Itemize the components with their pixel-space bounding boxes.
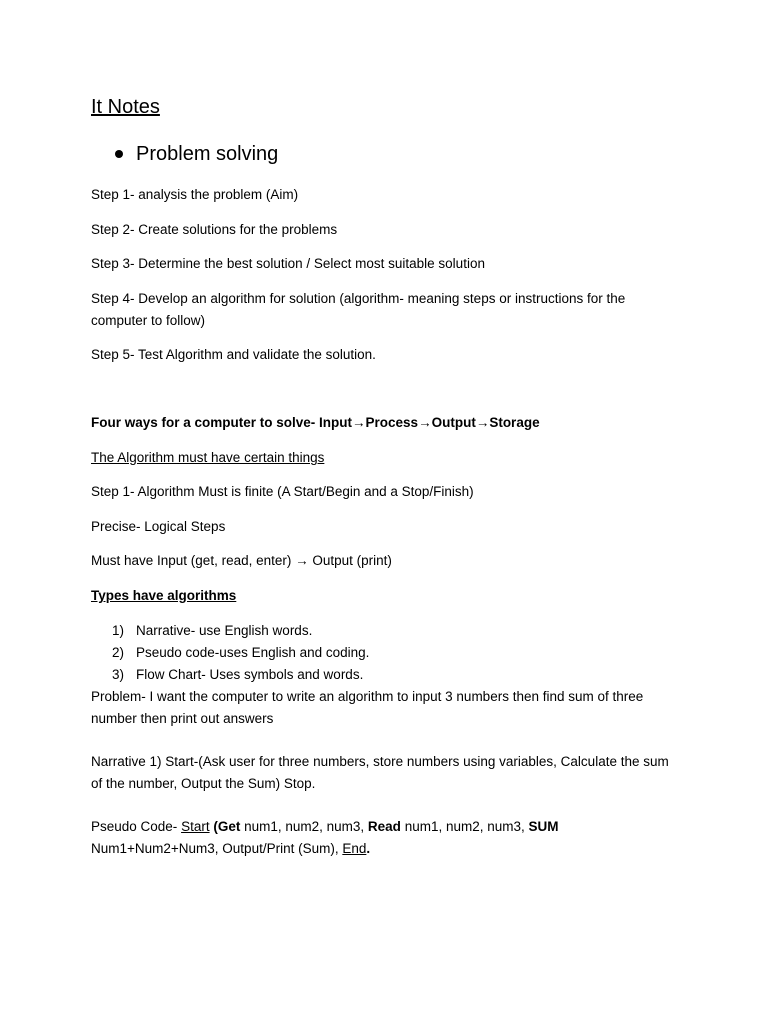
- list-number: 1): [112, 623, 125, 638]
- four-ways-prefix: Four ways for a computer to solve- Input: [91, 415, 353, 430]
- list-number: 2): [112, 645, 125, 660]
- arrow-right-icon: →: [352, 415, 366, 430]
- list-item: [112, 620, 312, 642]
- pseudo-label: Pseudo Code-: [91, 819, 182, 834]
- list-text: Pseudo code-uses English and coding.: [136, 645, 370, 660]
- algorithm-step-1: Step 1- Algorithm Must is finite (A Start/Begin and a Stop/Finish): [91, 484, 474, 499]
- four-ways-output: Output: [431, 415, 476, 430]
- pseudo-end: End: [342, 841, 367, 856]
- pseudo-vars-1: num1, num2, num3,: [240, 819, 368, 834]
- step-2: Step 2- Create solutions for the problems: [91, 222, 338, 237]
- pseudo-period: .: [366, 841, 371, 856]
- problem-statement: Problem- I want the computer to write an algorithm to input 3 numbers then find sum of three number then print out answers: [91, 689, 644, 726]
- precise-line: Precise- Logical Steps: [91, 519, 226, 534]
- document-title: It Notes: [91, 96, 160, 118]
- list-item: [112, 642, 369, 664]
- four-ways-line: [91, 412, 691, 434]
- list-text: Flow Chart- Uses symbols and words.: [136, 667, 364, 682]
- bullet-dot-icon: [115, 150, 123, 158]
- pseudo-line-2: Num1+Num2+Num3, Output/Print (Sum),: [91, 841, 343, 856]
- four-ways-storage: Storage: [489, 415, 540, 430]
- pseudo-start: Start: [181, 819, 210, 834]
- list-text: Narrative- use English words.: [136, 623, 313, 638]
- input-output-line: [91, 550, 691, 572]
- types-heading: Types have algorithms: [91, 588, 237, 603]
- step-5: Step 5- Test Algorithm and validate the solution.: [91, 347, 376, 362]
- io-before: Must have Input (get, read, enter): [91, 553, 296, 568]
- step-4: Step 4- Develop an algorithm for solution (algorithm- meaning steps or instructions for the computer to follow): [91, 291, 626, 328]
- pseudo-code-paragraph: [91, 816, 676, 860]
- bullet-label: Problem solving: [136, 143, 279, 165]
- io-after: Output (print): [308, 553, 392, 568]
- pseudo-read: Read: [367, 819, 401, 834]
- narrative-paragraph: Narrative 1) Start-(Ask user for three numbers, store numbers using variables, Calculate the sum of the number, Output the Sum) Stop.: [91, 754, 669, 791]
- arrow-right-icon: →: [475, 415, 490, 430]
- pseudo-vars-2: num1, num2, num3,: [400, 819, 529, 834]
- list-item: [112, 664, 363, 686]
- list-number: 3): [112, 667, 125, 682]
- pseudo-sum: SUM: [528, 819, 559, 834]
- arrow-right-icon: →: [295, 553, 309, 568]
- algorithm-heading: The Algorithm must have certain things: [91, 450, 325, 465]
- step-3: Step 3- Determine the best solution / Select most suitable solution: [91, 256, 485, 271]
- step-1: Step 1- analysis the problem (Aim): [91, 187, 299, 202]
- four-ways-process: Process: [365, 415, 419, 430]
- arrow-right-icon: →: [418, 415, 432, 430]
- pseudo-open: (: [209, 819, 218, 834]
- pseudo-get: Get: [217, 819, 241, 834]
